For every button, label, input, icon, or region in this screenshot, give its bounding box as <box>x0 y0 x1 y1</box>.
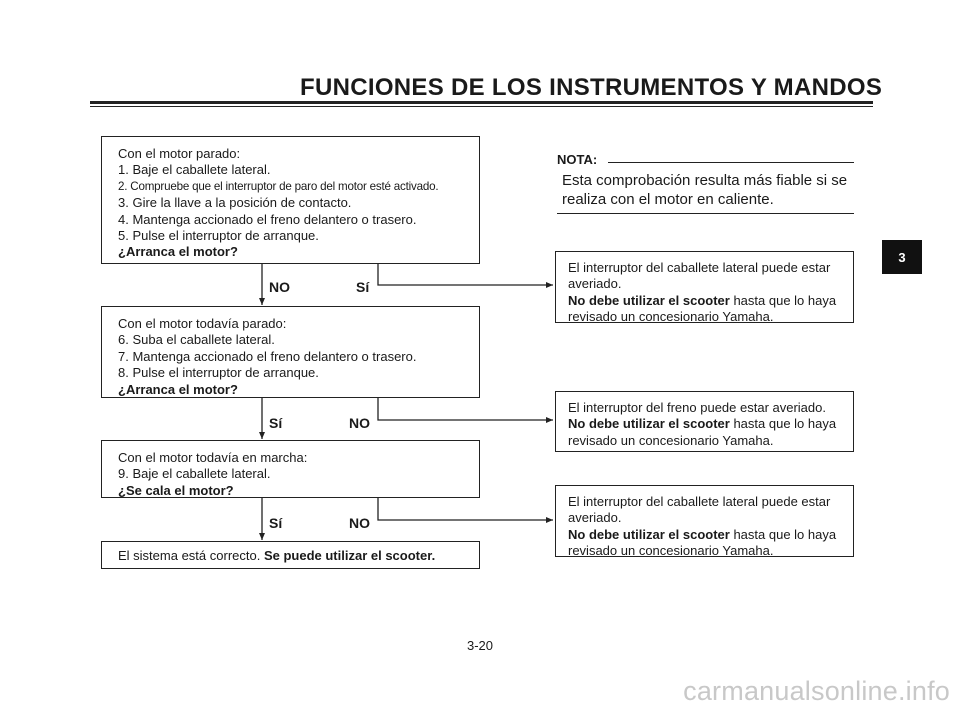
note-title: NOTA: <box>557 152 598 167</box>
step-line: 7. Mantenga accionado el freno delantero o trasero. <box>118 348 417 364</box>
step-line: 8. Pulse el interruptor de arranque. <box>118 365 319 381</box>
flowchart-result <box>101 541 480 569</box>
step-question: ¿Se cala el motor? <box>118 482 234 498</box>
step-line: 5. Pulse el interruptor de arranque. <box>118 228 319 244</box>
outcome-warning: No debe utilizar el scooter <box>568 416 730 432</box>
branch-label-yes: Sí <box>269 515 283 531</box>
note-text: Esta comprobación resulta más fiable si se realiza con el motor en caliente. <box>562 172 848 208</box>
outcome-warning: No debe utilizar el scooter <box>568 526 730 542</box>
step-line: Con el motor parado: <box>118 146 241 161</box>
connector-step1-right <box>378 264 553 285</box>
outcome-line: El interruptor del caballete lateral puede estar <box>568 494 831 509</box>
flowchart-outcome-1 <box>555 251 854 323</box>
flowchart-outcome-3 <box>555 485 854 557</box>
step-line: Con el motor todavía en marcha: <box>118 450 308 465</box>
flowchart-step-3 <box>101 440 480 498</box>
outcome-line: hasta que lo haya <box>733 416 837 432</box>
outcome-line: hasta que lo haya <box>733 526 837 542</box>
outcome-warning: No debe utilizar el scooter <box>568 292 730 308</box>
chapter-tab: 3 <box>882 240 922 274</box>
outcome-line: revisado un concesionario Yamaha. <box>568 543 774 559</box>
result-bold-text: Se puede utilizar el scooter. <box>263 548 436 563</box>
step-line: 4. Mantenga accionado el freno delantero o trasero. <box>118 211 417 227</box>
step-line: 1. Baje el caballete lateral. <box>118 162 271 178</box>
page-number: 3-20 <box>466 638 494 653</box>
branch-label-yes: Sí <box>356 279 370 295</box>
note-rule <box>557 213 854 214</box>
outcome-line: El interruptor del caballete lateral puede estar <box>568 260 831 275</box>
step-line: 9. Baje el caballete lateral. <box>118 466 271 482</box>
branch-label-no: NO <box>269 279 290 295</box>
step-line: 6. Suba el caballete lateral. <box>118 332 275 348</box>
outcome-line: revisado un concesionario Yamaha. <box>568 309 774 325</box>
page-title: FUNCIONES DE LOS INSTRUMENTOS Y MANDOS <box>300 74 883 101</box>
flowchart-step-1 <box>101 136 480 264</box>
step-line: 2. Compruebe que el interruptor de paro del motor esté activado. <box>118 179 439 193</box>
result-text: El sistema está correcto. <box>118 548 261 563</box>
connector-step3-right <box>378 498 553 520</box>
outcome-line: averiado. <box>568 276 622 292</box>
branch-label-no: NO <box>349 415 370 431</box>
step-question: ¿Arranca el motor? <box>118 381 238 397</box>
outcome-line: averiado. <box>568 510 622 526</box>
step-line: 3. Gire la llave a la posición de contacto. <box>118 195 352 211</box>
step-line: Con el motor todavía parado: <box>118 316 287 331</box>
outcome-line: revisado un concesionario Yamaha. <box>568 432 774 448</box>
outcome-line: hasta que lo haya <box>733 292 837 308</box>
watermark: carmanualsonline.info <box>683 676 950 706</box>
outcome-line: El interruptor del freno puede estar averiado. <box>568 400 826 415</box>
note-rule <box>608 162 854 163</box>
step-question: ¿Arranca el motor? <box>118 244 238 260</box>
flowchart-outcome-2 <box>555 391 854 452</box>
branch-label-no: NO <box>349 515 370 531</box>
flowchart-step-2 <box>101 306 480 398</box>
connector-step2-right <box>378 398 553 420</box>
branch-label-yes: Sí <box>269 415 283 431</box>
